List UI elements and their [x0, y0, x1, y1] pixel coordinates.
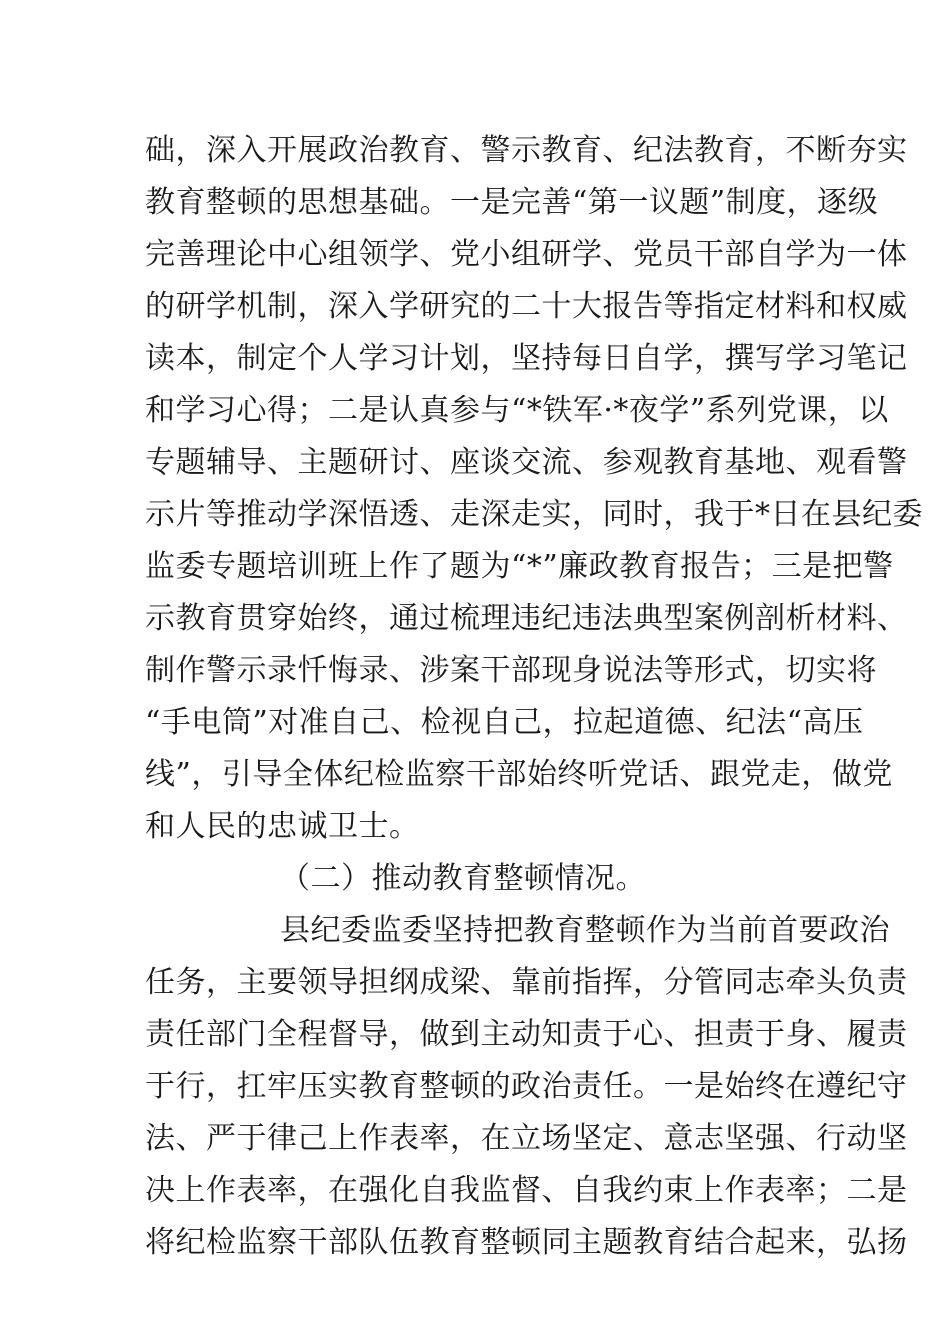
- text-line: 专题辅导、主题研讨、座谈交流、参观教育基地、观看警: [145, 445, 908, 480]
- text-line: 法、严于律己上作表率，在立场坚定、意志坚强、行动坚: [145, 1121, 908, 1156]
- text-line: 责任部门全程督导，做到主动知责于心、担责于身、履责: [145, 1017, 908, 1052]
- text-line: 将纪检监察干部队伍教育整顿同主题教育结合起来，弘扬: [145, 1225, 908, 1260]
- text-line: 示片等推动学深悟透、走深走实，同时，我于*日在县纪委: [145, 497, 923, 532]
- text-line: 和学习心得；二是认真参与“*铁军·*夜学”系列党课，以: [145, 393, 889, 428]
- text-line: 和人民的忠诚卫士。: [145, 809, 420, 844]
- text-line: 读本，制定个人学习计划，坚持每日自学，撰写学习笔记: [145, 341, 908, 376]
- text-line: 线”，引导全体纪检监察干部始终听党话、跟党走，做党: [145, 757, 893, 792]
- text-line: 任务，主要领导担纲成梁、靠前指挥，分管同志牵头负责: [145, 965, 908, 1000]
- paragraph-first-line: 县纪委监委坚持把教育整顿作为当前首要政治: [280, 913, 890, 948]
- text-line: “手电筒”对准自己、检视自己，拉起道德、纪法“高压: [145, 705, 864, 740]
- text-line: 监委专题培训班上作了题为“*”廉政教育报告；三是把警: [145, 549, 894, 584]
- text-line: 于行，扛牢压实教育整顿的政治责任。一是始终在遵纪守: [145, 1069, 908, 1104]
- body-text: [145, 125, 923, 1269]
- section-heading: （二）推动教育整顿情况。: [280, 861, 646, 896]
- text-line: 决上作表率，在强化自我监督、自我约束上作表率；二是: [145, 1173, 908, 1208]
- text-line: 制作警示录忏悔录、涉案干部现身说法等形式，切实将: [145, 653, 877, 688]
- text-line: 示教育贯穿始终，通过梳理违纪违法典型案例剖析材料、: [145, 601, 908, 636]
- text-line: 的研学机制，深入学研究的二十大报告等指定材料和权威: [145, 289, 908, 324]
- text-line: 础，深入开展政治教育、警示教育、纪法教育，不断夯实: [145, 133, 908, 168]
- text-line: 教育整顿的思想基础。一是完善“第一议题”制度，逐级: [145, 185, 879, 220]
- text-line: 完善理论中心组领学、党小组研学、党员干部自学为一体: [145, 237, 908, 272]
